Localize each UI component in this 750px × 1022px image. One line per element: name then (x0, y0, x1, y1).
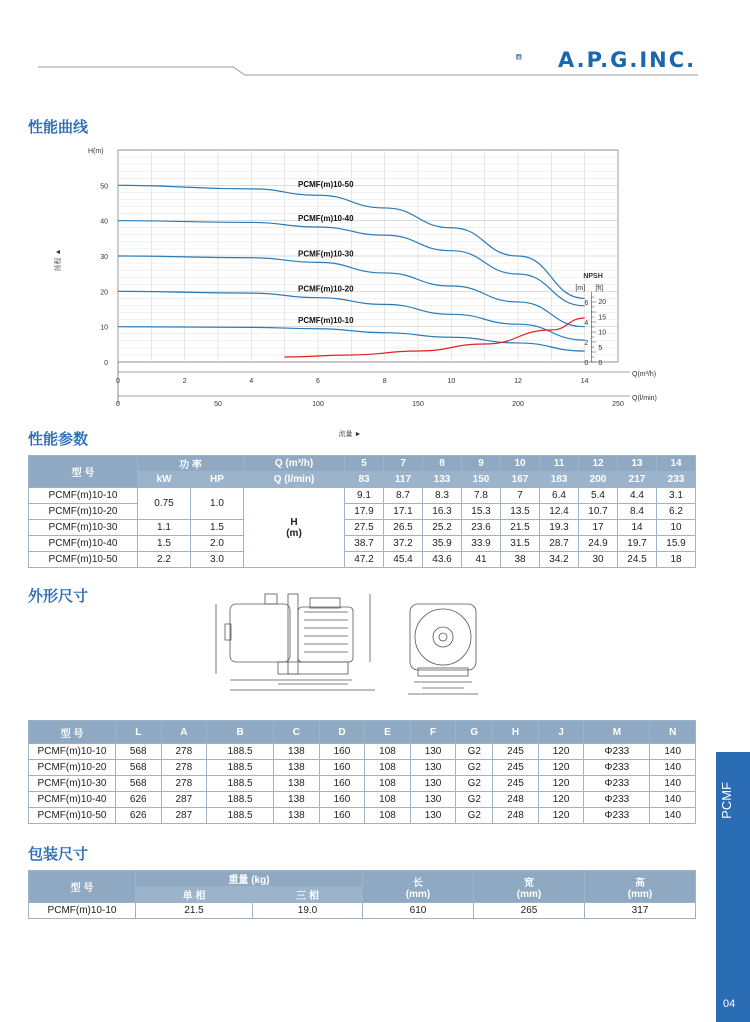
table-cell: 130 (410, 776, 456, 792)
series-label: PCMF(m)10-50 (298, 180, 354, 190)
head-value: 10.7 (579, 504, 618, 520)
table-cell: G2 (456, 744, 493, 760)
header-q-lmin-value: 150 (462, 472, 501, 488)
table-cell: 140 (650, 760, 696, 776)
header-width: 宽 (mm) (474, 871, 585, 903)
head-value: 19.3 (540, 520, 579, 536)
head-value: 8.3 (423, 488, 462, 504)
header-q-lmin-value: 217 (618, 472, 657, 488)
table-cell: 160 (319, 792, 365, 808)
table-cell: 610 (363, 903, 474, 919)
header-single-phase: 单 相 (136, 887, 253, 903)
head-value: 3.1 (657, 488, 696, 504)
head-value: 8.4 (618, 504, 657, 520)
table-cell: 120 (538, 792, 584, 808)
dimension-drawing (200, 582, 500, 707)
head-value: 5.4 (579, 488, 618, 504)
head-value: 21.5 (501, 520, 540, 536)
header-q-value: 14 (657, 456, 696, 472)
head-value: 6.2 (657, 504, 696, 520)
head-value: 35.9 (423, 536, 462, 552)
table-cell: G2 (456, 792, 493, 808)
x-unit-m3h: Q(m³/h) (632, 371, 657, 378)
x-tick-m3h: 10 (447, 378, 456, 385)
header-power: 功 率 (138, 456, 244, 472)
head-value: 17.1 (384, 504, 423, 520)
header-model: 型 号 (29, 871, 136, 903)
head-value: 37.2 (384, 536, 423, 552)
head-value: 38 (501, 552, 540, 568)
header-q-value: 13 (618, 456, 657, 472)
head-value: 43.6 (423, 552, 462, 568)
model-cell: PCMF(m)10-50 (29, 552, 138, 568)
table-cell: 108 (365, 792, 411, 808)
model-cell: PCMF(m)10-40 (29, 536, 138, 552)
table-cell: G2 (456, 760, 493, 776)
header-row (29, 871, 696, 887)
model-cell: PCMF(m)10-20 (29, 504, 138, 520)
npsh-ft-tick: 15 (598, 314, 607, 322)
table-cell: 138 (274, 776, 320, 792)
header-q-m3h: Q (m³/h) (244, 456, 345, 472)
x-tick-lmin: 250 (612, 401, 624, 408)
table-cell: 245 (493, 744, 539, 760)
table-cell: 626 (116, 808, 162, 824)
table-cell: 278 (161, 776, 207, 792)
head-value: 8.7 (384, 488, 423, 504)
x-unit-lmin: Q(l/min) (632, 395, 657, 402)
y-tick-label: 20 (100, 289, 108, 297)
npsh-m-tick: 0 (584, 360, 589, 367)
table-cell: PCMF(m)10-20 (29, 760, 116, 776)
y-tick-label: 0 (104, 360, 108, 367)
model-cell: PCMF(m)10-10 (29, 488, 138, 504)
x-tick-lmin: 200 (512, 401, 524, 408)
head-value: 38.7 (345, 536, 384, 552)
table-cell: 108 (365, 760, 411, 776)
x-tick-m3h: 0 (116, 378, 120, 385)
table-cell: 245 (493, 776, 539, 792)
head-value: 18 (657, 552, 696, 568)
table-cell: 108 (365, 808, 411, 824)
npsh-ft-tick: 20 (598, 299, 607, 307)
header-weight: 重量 (kg) (136, 871, 363, 887)
head-value: 6.4 (540, 488, 579, 504)
table-cell: 19.0 (253, 903, 363, 919)
head-value: 33.9 (462, 536, 501, 552)
npsh-m-tick: 6 (584, 300, 589, 307)
brand-name: A.P.G.INC. (558, 48, 697, 72)
y-axis-title: 扬程 ▲ (55, 248, 62, 272)
head-value: 27.5 (345, 520, 384, 536)
head-value: 45.4 (384, 552, 423, 568)
header-cell: J (538, 721, 584, 744)
npsh-title: NPSH (583, 273, 603, 280)
series-label: PCMF(m)10-30 (298, 249, 354, 259)
head-value: 19.7 (618, 536, 657, 552)
table-cell: 130 (410, 744, 456, 760)
page-number: 04 (723, 998, 736, 1010)
table-cell: 568 (116, 760, 162, 776)
table-cell: Φ233 (584, 792, 650, 808)
table-cell: 130 (410, 792, 456, 808)
table-row (29, 744, 696, 760)
table-cell: Φ233 (584, 760, 650, 776)
table-cell: 140 (650, 792, 696, 808)
x-tick-lmin: 150 (412, 401, 424, 408)
table-cell: 568 (116, 744, 162, 760)
table-cell: 245 (493, 760, 539, 776)
head-value: 16.3 (423, 504, 462, 520)
header-three-phase: 三 相 (253, 887, 363, 903)
header-length: 长 (mm) (363, 871, 474, 903)
table-cell: 108 (365, 776, 411, 792)
table-row (29, 536, 696, 552)
kw-cell: 1.5 (138, 536, 191, 552)
header-cell: H (493, 721, 539, 744)
x-tick-m3h: 6 (316, 378, 320, 385)
header-cell: D (319, 721, 365, 744)
model-cell: PCMF(m)10-30 (29, 520, 138, 536)
header-cell: C (274, 721, 320, 744)
x-tick-m3h: 12 (514, 378, 522, 385)
pump-body-shape (230, 604, 290, 662)
table-cell: 188.5 (207, 808, 274, 824)
table-cell: 317 (585, 903, 696, 919)
series-label: PCMF(m)10-40 (298, 214, 354, 224)
kw-cell: 0.75 (138, 488, 191, 520)
table-cell: 140 (650, 744, 696, 760)
table-cell: 130 (410, 808, 456, 824)
x-tick-lmin: 50 (214, 401, 222, 408)
header-q-lmin-value: 200 (579, 472, 618, 488)
table-row (29, 552, 696, 568)
table-cell: Φ233 (584, 744, 650, 760)
x-tick-m3h: 8 (382, 378, 387, 385)
table-cell: G2 (456, 776, 493, 792)
npsh-m-unit: [m] (575, 285, 586, 292)
header-q-value: 12 (579, 456, 618, 472)
table-row (29, 776, 696, 792)
header-q-lmin-value: 117 (384, 472, 423, 488)
header-model: 型 号 (29, 456, 138, 488)
x-tick-m3h: 14 (580, 378, 589, 385)
table-cell: 138 (274, 760, 320, 776)
hp-cell: 1.5 (191, 520, 244, 536)
table-row (29, 504, 696, 520)
table-cell: 188.5 (207, 792, 274, 808)
side-tab-model: PCMF (719, 782, 734, 819)
head-value: 10 (657, 520, 696, 536)
head-value: 24.9 (579, 536, 618, 552)
y-tick-label: 40 (100, 218, 108, 226)
header-q-lmin-value: 233 (657, 472, 696, 488)
series-label: PCMF(m)10-10 (298, 315, 354, 325)
head-value: 15.3 (462, 504, 501, 520)
head-value: 17 (579, 520, 618, 536)
table-cell: 287 (161, 808, 207, 824)
head-value: 26.5 (384, 520, 423, 536)
header-cell: N (650, 721, 696, 744)
table-cell: Φ233 (584, 808, 650, 824)
header-cell: 型 号 (29, 721, 116, 744)
table-cell: 278 (161, 744, 207, 760)
table-cell: 278 (161, 760, 207, 776)
table-cell: 130 (410, 760, 456, 776)
table-row (29, 903, 696, 919)
hp-cell: 2.0 (191, 536, 244, 552)
table-row (29, 760, 696, 776)
x-tick-lmin: 100 (312, 401, 324, 408)
header-row (29, 456, 696, 472)
head-value: 47.2 (345, 552, 384, 568)
header-cell: G (456, 721, 493, 744)
npsh-ft-tick: 10 (598, 329, 607, 337)
head-value: 30 (579, 552, 618, 568)
head-value: 41 (462, 552, 501, 568)
header-q-lmin-value: 83 (345, 472, 384, 488)
header-cell: B (207, 721, 274, 744)
header-cell: A (161, 721, 207, 744)
table-cell: 188.5 (207, 760, 274, 776)
npsh-m-tick: 4 (584, 320, 589, 327)
table-cell: 138 (274, 744, 320, 760)
table-cell: 287 (161, 792, 207, 808)
head-label: H (m) (244, 488, 345, 568)
head-value: 17.9 (345, 504, 384, 520)
table-cell: G2 (456, 808, 493, 824)
header-q-lmin: Q (l/min) (244, 472, 345, 488)
header-q-value: 10 (501, 456, 540, 472)
packaging-table (28, 870, 696, 919)
head-value: 24.5 (618, 552, 657, 568)
hp-cell: 3.0 (191, 552, 244, 568)
table-cell: 21.5 (136, 903, 253, 919)
head-value: 15.9 (657, 536, 696, 552)
header-q-value: 9 (462, 456, 501, 472)
head-value: 9.1 (345, 488, 384, 504)
curve-section-title: 性能曲线 (28, 118, 89, 136)
x-tick-m3h: 2 (182, 378, 187, 385)
table-cell: 160 (319, 744, 365, 760)
table-cell: 248 (493, 808, 539, 824)
header-q-value: 7 (384, 456, 423, 472)
table-cell: 568 (116, 776, 162, 792)
table-cell: 188.5 (207, 744, 274, 760)
dims-section-title: 外形尺寸 (28, 587, 89, 605)
x-axis-title: 流量 ► (338, 431, 362, 438)
table-cell: 160 (319, 760, 365, 776)
table-row (29, 488, 696, 504)
x-tick-m3h: 4 (249, 378, 254, 385)
header-kw: kW (138, 472, 191, 488)
header-q-value: 8 (423, 456, 462, 472)
table-cell: 160 (319, 776, 365, 792)
table-cell: 138 (274, 808, 320, 824)
head-value: 31.5 (501, 536, 540, 552)
table-row (29, 520, 696, 536)
header-q-lmin-value: 167 (501, 472, 540, 488)
head-value: 12.4 (540, 504, 579, 520)
table-cell: PCMF(m)10-40 (29, 792, 116, 808)
y-tick-label: 10 (100, 324, 108, 332)
table-row (29, 792, 696, 808)
head-value: 7.8 (462, 488, 501, 504)
header-q-lmin-value: 183 (540, 472, 579, 488)
npsh-ft-tick: 5 (598, 344, 603, 352)
series-label: PCMF(m)10-20 (298, 284, 354, 294)
header-row (29, 721, 696, 744)
table-cell: 160 (319, 808, 365, 824)
dimension-table (28, 720, 696, 824)
npsh-m-tick: 2 (584, 340, 589, 347)
performance-table (28, 455, 696, 568)
head-value: 14 (618, 520, 657, 536)
header-cell: F (410, 721, 456, 744)
head-value: 4.4 (618, 488, 657, 504)
table-cell: 140 (650, 808, 696, 824)
header-q-value: 5 (345, 456, 384, 472)
pack-section-title: 包装尺寸 (28, 845, 89, 863)
table-cell: 120 (538, 808, 584, 824)
header-cell: L (116, 721, 162, 744)
header-height: 高 (mm) (585, 871, 696, 903)
table-row (29, 808, 696, 824)
performance-chart (40, 140, 680, 438)
y-tick-label: 30 (100, 254, 108, 261)
x-tick-lmin: 0 (116, 401, 120, 408)
table-cell: 248 (493, 792, 539, 808)
table-cell: PCMF(m)10-10 (29, 744, 116, 760)
side-tab (716, 752, 750, 1022)
table-cell: 140 (650, 776, 696, 792)
header-cell: E (365, 721, 411, 744)
kw-cell: 1.1 (138, 520, 191, 536)
hp-cell: 1.0 (191, 488, 244, 520)
head-value: 13.5 (501, 504, 540, 520)
npsh-ft-tick: 0 (598, 360, 603, 367)
head-value: 7 (501, 488, 540, 504)
header-cell: M (584, 721, 650, 744)
table-cell: PCMF(m)10-50 (29, 808, 116, 824)
y-tick-label: 50 (100, 183, 108, 191)
head-value: 34.2 (540, 552, 579, 568)
table-cell: 108 (365, 744, 411, 760)
table-cell: 626 (116, 792, 162, 808)
table-cell: 265 (474, 903, 585, 919)
npsh-ft-unit: [ft] (595, 285, 604, 292)
table-cell: PCMF(m)10-10 (29, 903, 136, 919)
table-cell: PCMF(m)10-30 (29, 776, 116, 792)
table-cell: Φ233 (584, 776, 650, 792)
brand-logo-icon (516, 40, 550, 74)
y-axis-unit: H(m) (88, 148, 104, 155)
head-value: 28.7 (540, 536, 579, 552)
table-cell: 120 (538, 776, 584, 792)
table-cell: 120 (538, 760, 584, 776)
table-cell: 188.5 (207, 776, 274, 792)
table-cell: 138 (274, 792, 320, 808)
head-value: 25.2 (423, 520, 462, 536)
header-hp: HP (191, 472, 244, 488)
kw-cell: 2.2 (138, 552, 191, 568)
params-section-title: 性能参数 (28, 430, 89, 448)
header-q-value: 11 (540, 456, 579, 472)
header-q-lmin-value: 133 (423, 472, 462, 488)
head-value: 23.6 (462, 520, 501, 536)
table-cell: 120 (538, 744, 584, 760)
